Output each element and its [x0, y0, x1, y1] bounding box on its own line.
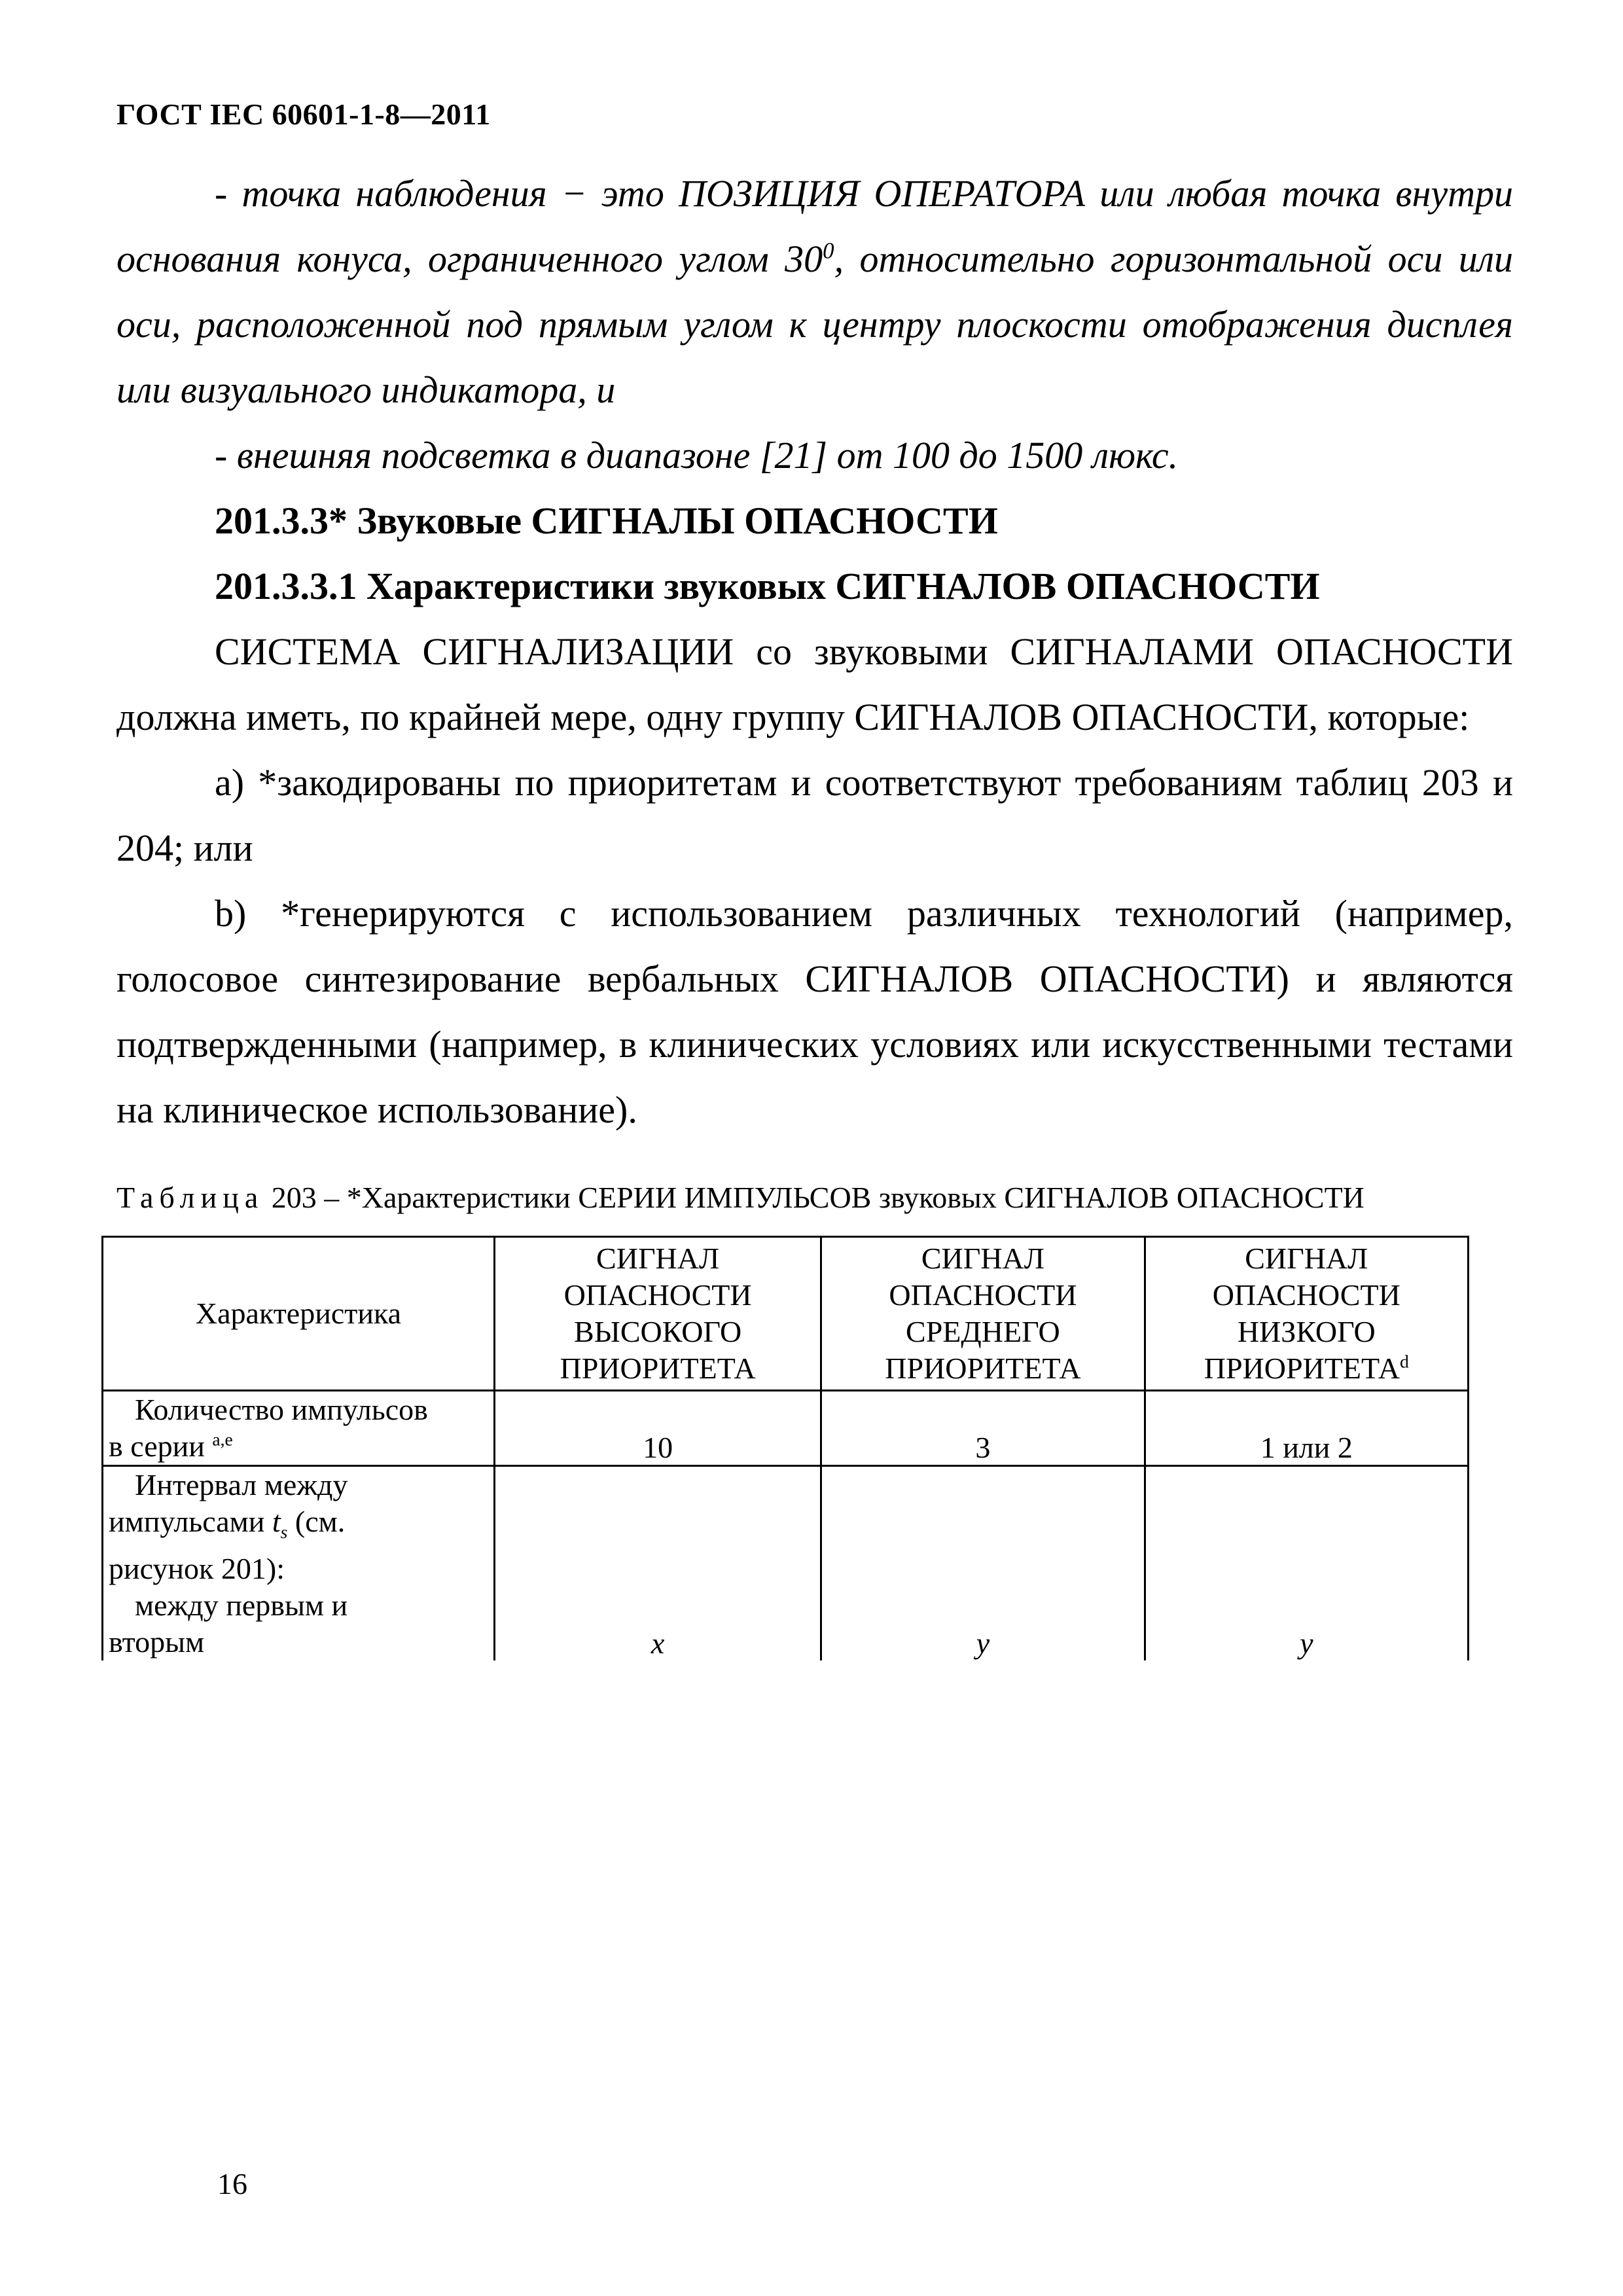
page-number: 16: [217, 2167, 247, 2200]
table-row: [103, 1466, 1469, 1661]
document-header: ГОСТ IEC 60601-1-8—2011: [116, 98, 491, 131]
table-header-row: [103, 1237, 1469, 1391]
paragraph-ambient-illumination: - внешняя подсветка в диапазоне [21] от 100 до 1500 люкс.: [215, 434, 1179, 476]
row-label-pulse-count: Количество импульсов в серии $^{a,e}$: [103, 1391, 495, 1466]
header-low-priority: СИГНАЛ ОПАСНОСТИ НИЗКОГО ПРИОРИТЕТА$^d$: [1145, 1237, 1468, 1391]
cell-high-pulse-count: 10: [494, 1391, 821, 1466]
body-text: [116, 161, 1513, 1143]
list-item-a: а) *закодированы по приоритетам и соответствуют требованиям таблиц 203 и 204; или: [116, 761, 1513, 869]
section-heading-201-3-3: 201.3.3* Звуковые СИГНАЛЫ ОПАСНОСТИ: [215, 499, 998, 542]
cell-low-pulse-count: 1 или 2: [1145, 1391, 1468, 1466]
header-characteristic: Характеристика: [103, 1237, 495, 1391]
header-high-priority: СИГНАЛ ОПАСНОСТИ ВЫСОКОГО ПРИОРИТЕТА: [494, 1237, 821, 1391]
cell-high-interval: x: [494, 1466, 821, 1661]
cell-medium-pulse-count: 3: [821, 1391, 1145, 1466]
cell-medium-interval: y: [821, 1466, 1145, 1661]
paragraph-observation-point: - точка наблюдения − это ПОЗИЦИЯ ОПЕРАТОРА или любая точка внутри основания конуса, ограниченного углом $30^0$, относительно горизонтальной оси или оси, расположенной под прямым углом к центру плоскости отображения дисплея или визуального индикатора, и: [116, 172, 1513, 411]
table-caption: Таблица 203 – *Характеристики СЕРИИ ИМПУЛЬСОВ звуковых СИГНАЛОВ ОПАСНОСТИ: [116, 1181, 1364, 1214]
cell-low-interval: y: [1145, 1466, 1468, 1661]
paragraph-alarm-system: СИСТЕМА СИГНАЛИЗАЦИИ со звуковыми СИГНАЛАМИ ОПАСНОСТИ должна иметь, по крайней мере, одну группу СИГНАЛОВ ОПАСНОСТИ, которые:: [116, 630, 1513, 738]
row-label-pulse-interval: Интервал между импульсами $t_s$ (см. рисунок 201): между первым и вторым: [103, 1466, 495, 1661]
table-row: [103, 1391, 1469, 1466]
header-medium-priority: СИГНАЛ ОПАСНОСТИ СРЕДНЕГО ПРИОРИТЕТА: [821, 1237, 1145, 1391]
pulse-burst-table: [101, 1236, 1469, 1660]
section-heading-201-3-3-1: 201.3.3.1 Характеристики звуковых СИГНАЛОВ ОПАСНОСТИ: [215, 565, 1320, 607]
list-item-b: b) *генерируются с использованием различных технологий (например, голосовое синтезирование вербальных СИГНАЛОВ ОПАСНОСТИ) и являются подтвержденными (например, в клинических условиях или искусственными тестами на клиническое использование).: [116, 892, 1513, 1131]
